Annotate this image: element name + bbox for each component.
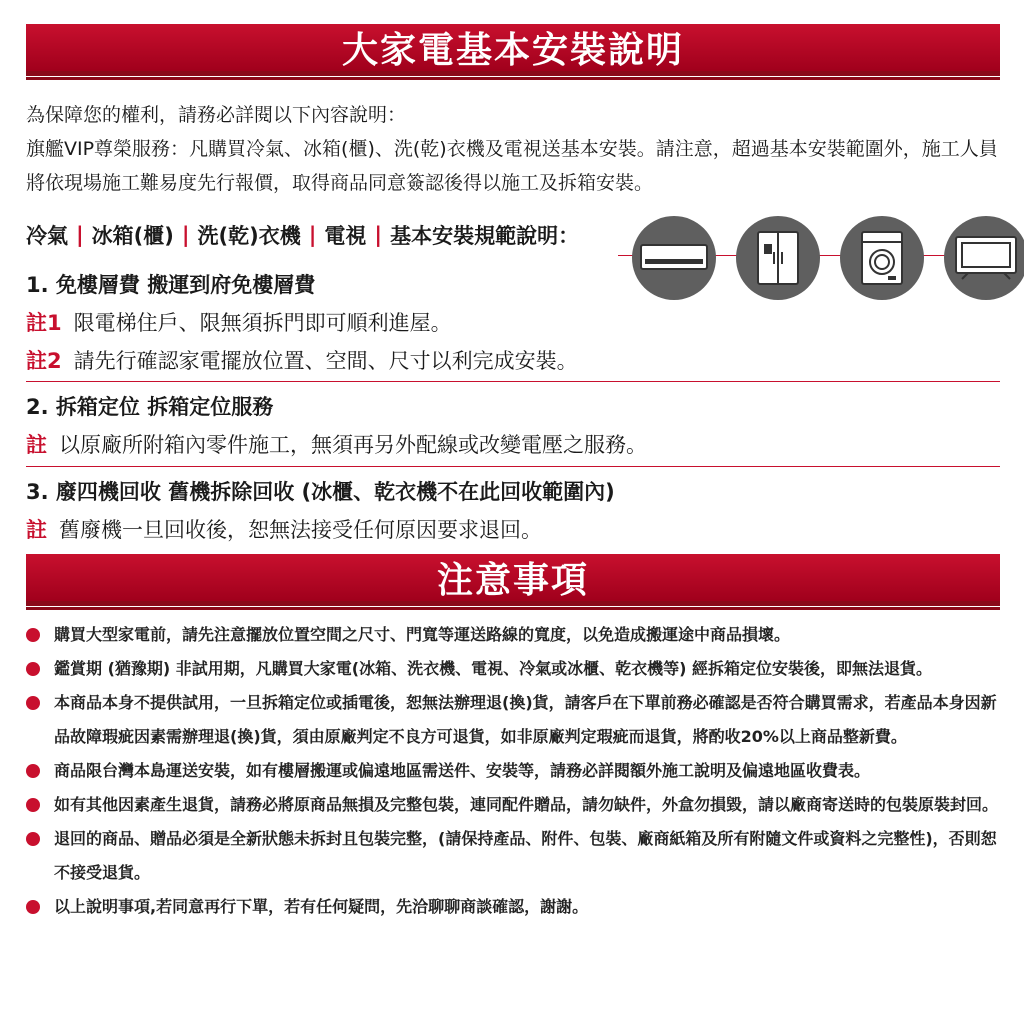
install-banner-title: 大家電基本安裝說明 <box>341 30 684 71</box>
bullet-icon <box>26 696 40 710</box>
spec-item-fridge: 冰箱(櫃) <box>91 224 174 248</box>
intro-text <box>26 98 1006 200</box>
install-banner <box>26 24 1000 76</box>
notice-text: 退回的商品、贈品必須是全新狀態未拆封且包裝完整，(請保持產品、附件、包裝、廠商紙箱及所有附隨文件或資料之完整性)，否則恕不接受退貨。 <box>54 829 997 882</box>
note-tag: 註 <box>26 518 47 542</box>
notes-banner-title: 注意事項 <box>436 560 589 601</box>
notice-text: 鑑賞期 (猶豫期) 非試用期，凡購買大家電(冰箱、洗衣機、電視、冷氣或冰櫃、乾衣機等) 經拆箱定位安裝後，即無法退貨。 <box>54 659 932 678</box>
bullet-icon <box>26 900 40 914</box>
list-item <box>26 890 1006 924</box>
intro-line2: 旗艦VIP尊榮服務：凡購買冷氣、冰箱(櫃)、洗(乾)衣機及電視送基本安裝。請注意，超過基本安裝範圍外，施工人員將依現場施工難易度先行報價，取得商品同意簽認後得以施工及拆箱安裝。 <box>26 138 998 194</box>
spec-separator: | <box>374 223 383 247</box>
list-item <box>26 822 1006 890</box>
notice-text: 購買大型家電前，請先注意擺放位置空間之尺寸、門寬等運送路線的寬度，以免造成搬運途中商品損壞。 <box>54 625 791 644</box>
section-2-heading: 2. 拆箱定位 拆箱定位服務 <box>26 395 274 419</box>
list-item <box>26 754 1006 788</box>
notice-list <box>26 618 1006 924</box>
section-2 <box>26 388 1000 464</box>
list-item <box>26 686 1006 754</box>
notice-text: 商品限台灣本島運送安裝，如有樓層搬運或偏遠地區需送件、安裝等，請務必詳閱額外施工說明及偏遠地區收費表。 <box>54 761 871 780</box>
list-item <box>26 618 1006 652</box>
note-tag: 註2 <box>26 349 62 373</box>
list-item <box>26 788 1006 822</box>
section-divider <box>26 381 1000 382</box>
spec-separator: | <box>76 223 84 247</box>
spec-separator: | <box>308 223 317 247</box>
section-3-heading: 3. 廢四機回收 舊機拆除回收 (冰櫃、乾衣機不在此回收範圍內) <box>26 480 615 504</box>
intro-line1: 為保障您的權利，請務必詳閱以下內容說明： <box>26 104 407 126</box>
note-text: 請先行確認家電擺放位置、空間、尺寸以利完成安裝。 <box>73 349 578 373</box>
list-item <box>26 652 1006 686</box>
bullet-icon <box>26 832 40 846</box>
note-tag: 註1 <box>26 311 62 335</box>
bullet-icon <box>26 662 40 676</box>
section-divider <box>26 466 1000 467</box>
note-text: 限電梯住戶、限無須拆門即可順利進屋。 <box>73 311 452 335</box>
spec-item-ac: 冷氣 <box>26 224 68 248</box>
spec-item-rules: 基本安裝規範說明： <box>390 224 580 248</box>
spec-item-washer: 洗(乾)衣機 <box>197 224 301 248</box>
bullet-icon <box>26 764 40 778</box>
spec-title <box>26 220 579 250</box>
bullet-icon <box>26 798 40 812</box>
section-1-heading: 1. 免樓層費 搬運到府免樓層費 <box>26 273 316 297</box>
note-text: 舊廢機一旦回收後，恕無法接受任何原因要求退回。 <box>59 518 542 542</box>
section-1-note-1 <box>26 304 1000 342</box>
section-2-note-1 <box>26 426 1000 464</box>
spec-item-tv: 電視 <box>324 224 367 248</box>
notice-text: 本商品本身不提供試用，一旦拆箱定位或插電後，恕無法辦理退(換)貨，請客戶在下單前務必確認是否符合購買需求，若產品本身因新品故障瑕疵因素需辦理退(換)貨，須由原廠判定不良方可退貨，如非原廠判定瑕疵而退貨，將酌收20%以上商品整新費。 <box>54 693 997 746</box>
notice-text: 以上說明事項,若同意再行下單，若有任何疑問，先洽聊聊商談確認，謝謝。 <box>54 897 589 916</box>
section-3 <box>26 473 1000 549</box>
spec-separator: | <box>181 223 190 247</box>
note-text: 以原廠所附箱內零件施工，無須再另外配線或改變電壓之服務。 <box>59 433 647 457</box>
bullet-icon <box>26 628 40 642</box>
notice-text: 如有其他因素產生退貨，請務必將原商品無損及完整包裝，連同配件贈品，請勿缺件，外盒勿損毀，請以廠商寄送時的包裝原裝封回。 <box>54 795 999 814</box>
section-3-note-1 <box>26 511 1000 549</box>
note-tag: 註 <box>26 433 47 457</box>
notes-banner <box>26 554 1000 606</box>
section-1-note-2 <box>26 342 1000 380</box>
section-1 <box>26 266 1000 380</box>
